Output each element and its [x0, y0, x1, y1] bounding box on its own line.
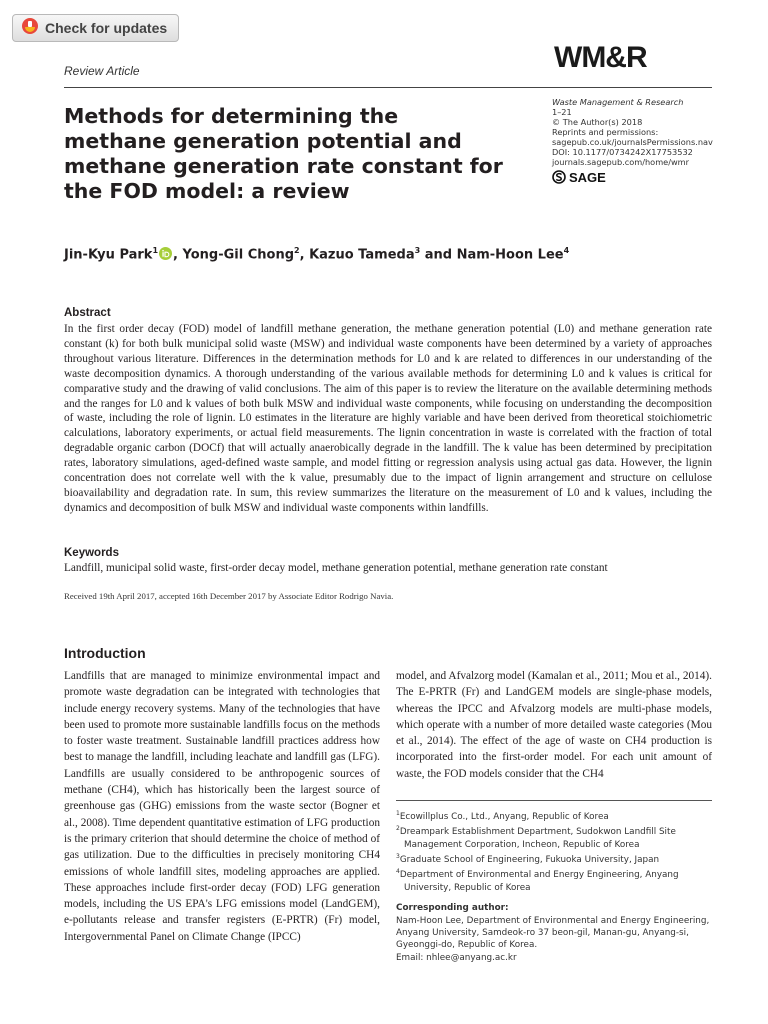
affiliation: $^2$Dreampark Establishment Department, Sudokwon Landfill Site Management Corporation, Incheon, Republic of Korea	[396, 825, 676, 850]
author-name[interactable]: Jin-Kyu Park	[64, 247, 153, 263]
affiliation: $^3$Graduate School of Engineering, Fukuoka University, Japan	[396, 853, 660, 865]
journal-name: Waste Management & Research	[552, 97, 684, 107]
corresponding-author-address: Nam-Hoon Lee, Department of Environmental and Energy Engineering, Anyang University, Samdeok-ro 37 beon-gil, Manan-gu, Anyang-si, Gyeonggi-do, Republic of Korea.	[396, 915, 710, 951]
author-affiliation-mark: 3	[414, 246, 421, 255]
affiliation: $^4$Department of Environmental and Energy Engineering, Anyang University, Republic of Korea	[396, 868, 679, 893]
article-title: Methods for determining the methane generation potential and methane generation rate constant for the FOD model: a review	[64, 104, 503, 203]
sage-icon	[552, 170, 566, 185]
author-list: Jin-Kyu Park$^1$ , Yong-Gil Chong$^2$, Kazuo Tameda$^3$ and Nam-Hoon Lee$^4$	[64, 246, 570, 263]
author-name[interactable]: Nam-Hoon Lee	[456, 247, 564, 263]
abstract-heading: Abstract	[64, 307, 111, 319]
section-heading-introduction: Introduction	[64, 645, 146, 661]
publisher-name: SAGE	[569, 169, 606, 185]
keywords-text: Landfill, municipal solid waste, first-order decay model, methane generation potential, methane generation rate constant	[64, 562, 608, 574]
keywords-heading: Keywords	[64, 547, 119, 559]
body-text-right-column: model, and Afvalzorg model (Kamalan et al., 2011; Mou et al., 2014). The E-PRTR (Fr) and LandGEM models are single-phase models, whereas the IPCC and Afvalzorg models are multi-phase models, which operate with a number of more detailed waste categories (Mou et al., 2014). The effect of the age of waste on CH4 production is incorporated into the first-order model. For each unit amount of waste, the FOD models consider that the CH4	[396, 670, 712, 780]
orcid-icon[interactable]	[159, 247, 172, 264]
affiliation: $^1$Ecowillplus Co., Ltd., Anyang, Republic of Korea	[396, 810, 609, 822]
check-for-updates-icon	[21, 17, 39, 40]
journal-logo: WM&R	[554, 41, 647, 74]
author-affiliation-mark: 4	[563, 246, 570, 255]
received-dates: Received 19th April 2017, accepted 16th December 2017 by Associate Editor Rodrigo Navia.	[64, 591, 394, 601]
check-for-updates-button[interactable]	[12, 14, 179, 42]
corresponding-author-heading: Corresponding author:	[396, 903, 509, 914]
footnote-rule	[396, 800, 712, 801]
affiliations-footnote	[396, 808, 716, 964]
author-affiliation-mark: 2	[294, 246, 300, 255]
author-name[interactable]: Kazuo Tameda	[309, 247, 415, 263]
check-for-updates-label: Check for updates	[45, 20, 168, 36]
header-rule	[64, 87, 712, 88]
author-name[interactable]: Yong-Gil Chong	[182, 247, 295, 263]
abstract-text: In the first order decay (FOD) model of landfill methane generation, the methane generation potential (L0) and methane generation rate constant (k) for both bulk municipal solid waste (MSW) and individual waste components have been determined by a variety of approaches throughout various literature. Differences in the determination methods for L0 and k are related to differences in our understanding of the waste decomposition dynamics. A thorough understanding of the various available methods for determining L0 and k values is critical for comparative study and the drawing of valid conclusions. The aim of this paper is to review the literature on the available determining methods and the ranges for L0 and k values of both bulk MSW and individual waste components, while focusing on understanding the decomposition of waste, including the role of lignin. L0 estimates in the literature are highly variable and have been derived from theoretical stoichiometric calculations, laboratory experiments, or actual field measurements. The lignin concentration in waste is correlated with the fraction of total degradable organic carbon (DOCf) that will actually anaerobically degrade in the landfill. The k value has been determined by precipitation rates, laboratory simulations, aged-defined waste sample, and model fitting or regression analysis using actual gas data. However, the lignin concentration does not correlate well with the k value, presumably due to the impact of lignin arrangement and structure on cellulose bioavailability and degradation rate. In sum, this review summarizes the literature on the measurement of L0 and k values, including the dynamics and decomposition of bulk MSW and individual waste components within landfills.	[64, 323, 712, 514]
copyright: © The Author(s) 2018	[552, 117, 643, 127]
journal-info	[552, 97, 727, 185]
publisher-logo	[552, 170, 727, 185]
doi[interactable]: DOI: 10.1177/0734242X17753532	[552, 147, 693, 157]
permissions-link[interactable]: sagepub.co.uk/journalsPermissions.nav	[552, 137, 713, 147]
author-affiliation-mark: 1	[152, 246, 159, 255]
article-type: Review Article	[64, 64, 140, 78]
reprints-text: Reprints and permissions:	[552, 127, 659, 137]
corresponding-author-email[interactable]: Email: nhlee@anyang.ac.kr	[396, 952, 517, 963]
page-range: 1–21	[552, 107, 572, 117]
body-text-left-column: Landfills that are managed to minimize environmental impact and promote waste degradation can be integrated with technologies that include energy recovery systems. Many of the technologies that have been used to promote more sustainable landfills focus on the methods to foster waste treatment. Sustainable landfill practices address how best to manage the landfill, including leachate and landfill gas (LFG). Landfills are usually considered to be anthropogenic sources of methane (CH4), which has historically been the largest source of greenhouse gas (GHG) emissions from the waste sector (Bogner et al., 2008). Time dependent quantitative estimation of LFG production is the primary criterion that should determine the choice of method of gas utilization. Due to the difficulties in precisely monitoring CH4 emissions of whole landfill sites, modeling approaches are applied. These approaches include first-order decay (FOD) LFG generation models, including the US EPA's LFG emissions model (LandGEM), e-pollutants release and transfer registers (E-PRTR) (Fr) model, Intergovernmental Panel on Climate Change (IPCC)	[64, 670, 380, 943]
journal-home-link[interactable]: journals.sagepub.com/home/wmr	[552, 157, 690, 167]
